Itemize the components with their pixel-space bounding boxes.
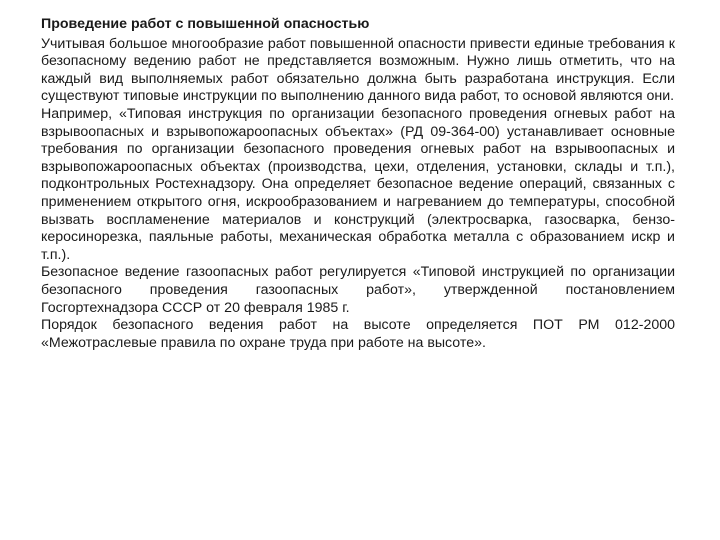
paragraph-fire-works: Например, «Типовая инструкция по организации безопасного проведения огневых работ на взрывоопасных и взрывопожароопасных объектах» (РД 09-364-00) устанавливает основные требования по организации безопасного проведения огневых работ на взрывоопасных и взрывопожароопасных объектах (производства, цехи, отделения, установки, склады и т.п.), подконтрольных Ростехнадзору. Она определяет безопасное ведение операций, связанных с применением открытого огня, искрообразованием и нагреванием до температуры, способной вызвать воспламенение материалов и конструкций (электросварка, газосварка, бензо-керосинорезка, паяльные работы, механическая обработка металла с образованием искр и т.п.). — [41, 105, 675, 263]
text-block — [41, 16, 675, 352]
paragraph-intro: Учитывая большое многообразие работ повышенной опасности привести единые требования к безопасному ведению работ не представляется возможным. Нужно лишь отметить, что на каждый вид выполняемых работ обязательно должна быть разработана инструкция. Если существуют типовые инструкции по выполнению данного вида работ, то основой являются они. — [41, 35, 675, 105]
paragraph-height-works: Порядок безопасного ведения работ на высоте определяется ПОТ РМ 012-2000 «Межотраслевые правила по охране труда при работе на высоте». — [41, 317, 675, 351]
paragraph-gas-works: Безопасное ведение газоопасных работ регулируется «Типовой инструкцией по организации безопасного проведения газоопасных работ», утвержденной постановлением Госгортехнадзора СССР от 20 февраля 1985 г. — [41, 264, 675, 316]
page-title: Проведение работ с повышенной опасностью — [41, 16, 370, 32]
